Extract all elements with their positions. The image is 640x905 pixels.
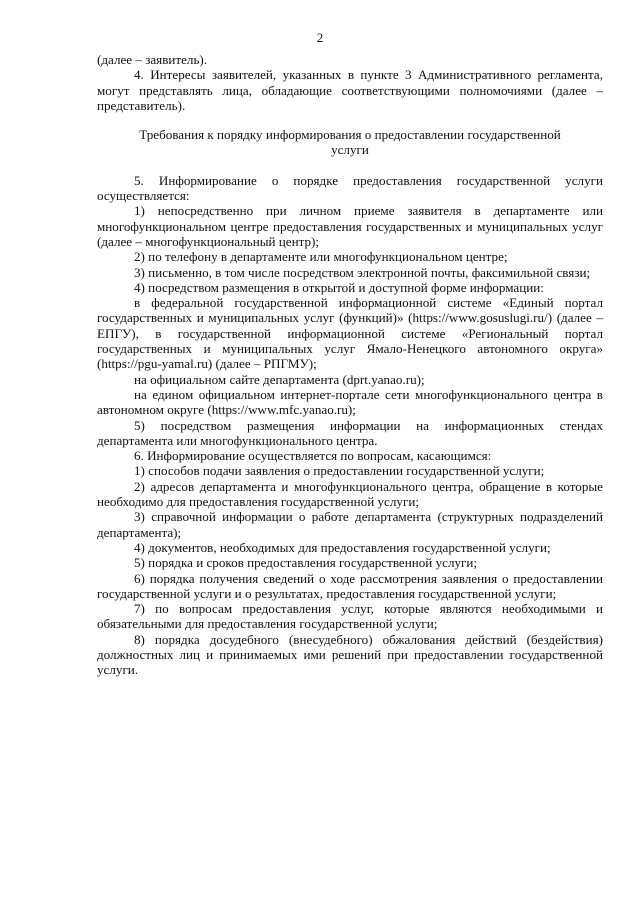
paragraph: 5) порядка и сроков предоставления государственной услуги; — [134, 555, 478, 571]
section-heading: Требования к порядку информирования о предоставлении государственной услуги — [139, 127, 561, 158]
paragraph: 7) по вопросам предоставления услуг, которые являются необходимыми и обязательными для предоставления государственной услуги; — [97, 601, 603, 632]
paragraph: 8) порядка досудебного (внесудебного) обжалования действий (бездействия) должностных лиц и принимаемых ими решений при предоставлении государственной услуги. — [97, 631, 603, 678]
paragraph: 1) непосредственно при личном приеме заявителя в департаменте или многофункциональном центре предоставления государственных и муниципальных услуг (далее – многофункциональный центр); — [97, 203, 603, 249]
paragraph: 2) по телефону в департаменте или многофункциональном центре; — [134, 249, 508, 265]
document-body — [97, 52, 603, 678]
paragraph: на едином официальном интернет-портале сети многофункционального центра в автономном округе (https://www.mfc.yanao.ru); — [97, 386, 603, 418]
paragraph: 6) порядка получения сведений о ходе рассмотрения заявления о предоставлении государственной услуги и о результатах, предоставления государственной услуги; — [97, 570, 603, 601]
paragraph: 3) письменно, в том числе посредством электронной почты, факсимильной связи; — [134, 264, 591, 280]
paragraph: 6. Информирование осуществляется по вопросам, касающимся: — [134, 448, 492, 464]
paragraph: 1) способов подачи заявления о предоставлении государственной услуги; — [134, 463, 545, 479]
paragraph: 3) справочной информации о работе департамента (структурных подразделений департамента); — [97, 509, 603, 540]
paragraph: на официальном сайте департамента (dprt.yanao.ru); — [134, 371, 425, 387]
paragraph: (далее – заявитель). — [97, 52, 208, 67]
paragraph: 2) адресов департамента и многофункционального центра, обращение в которые необходимо для предоставления государственной услуги; — [97, 478, 603, 510]
page-number: 2 — [316, 30, 324, 45]
paragraph: 4) посредством размещения в открытой и доступной форме информации: — [134, 279, 544, 295]
paragraph: 5. Информирование о порядке предоставления государственной услуги осуществляется: — [97, 172, 603, 204]
paragraph: в федеральной государственной информационной системе «Единый портал государственных и муниципальных услуг (функций)» (https://www.gosuslugi.ru/) (далее – ЕПГУ), в государственной информационной системе «Региональный портал государственных и муниципальных услуг Ямало-Ненецкого автономного округа» (https://pgu-yamal.ru) (далее – РПГМУ); — [97, 295, 603, 372]
paragraph: 4. Интересы заявителей, указанных в пункте 3 Административного регламента, могут представлять лица, обладающие соответствующими полномочиями (далее – представитель). — [97, 67, 603, 113]
paragraph: 4) документов, необходимых для предоставления государственной услуги; — [134, 539, 551, 555]
paragraph: 5) посредством размещения информации на информационных стендах департамента или многофункционального центра. — [97, 417, 603, 448]
